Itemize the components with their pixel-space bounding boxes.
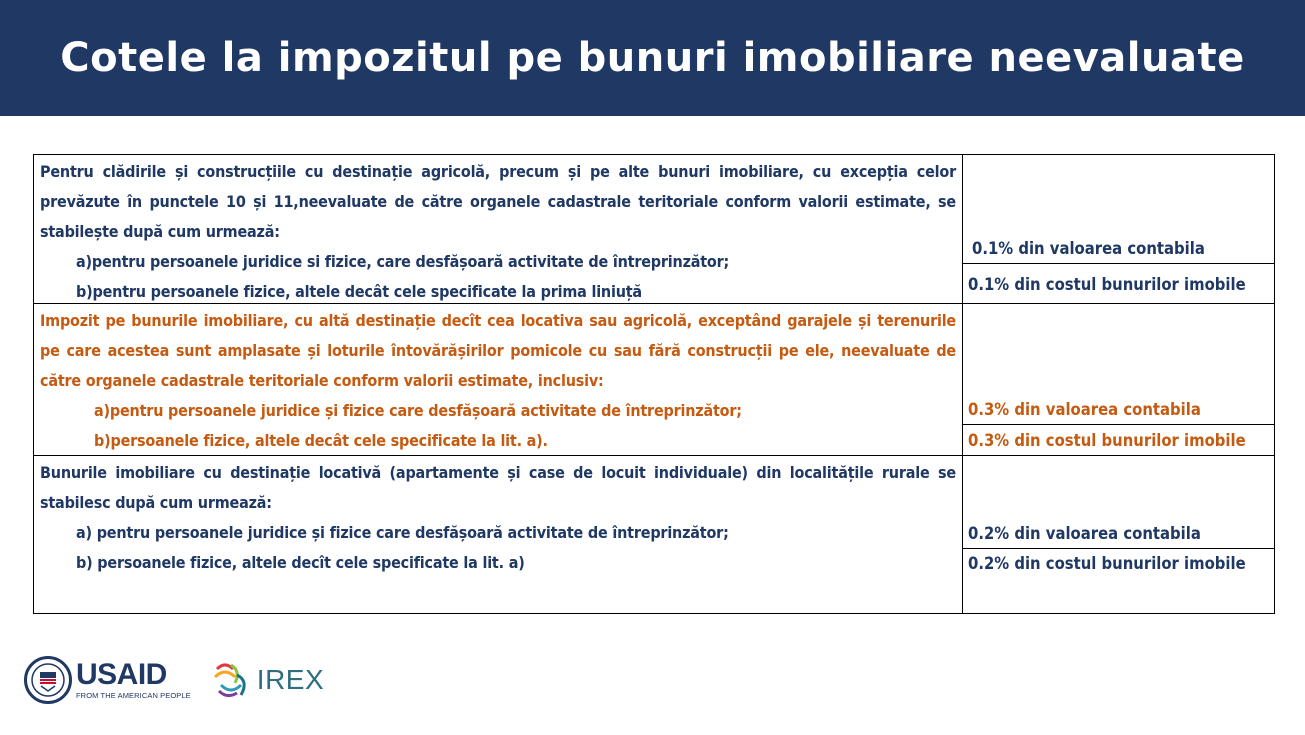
row-intro-text: Impozit pe bunurile imobiliare, cu altă destinație decît cea locativa sau agricolă, exceptând garajele și terenurile pe care acestea sunt amplasate și loturile întovărășirilor pomicole cu sau fără construcții pe ele, neevaluate de către organele cadastrale teritoriale conform valorii estimate, inclusiv: xyxy=(40,311,956,390)
rate-a: 0.1% din valoarea contabila xyxy=(972,238,1205,258)
row-intro-text: Bunurile imobiliare cu destinație locativă (apartamente și case de locuit individuale) din localitățile rurale se stabilesc după cum urmează: xyxy=(40,463,956,512)
rate-b: 0.3% din costul bunurilor imobile xyxy=(963,424,1274,456)
usaid-tagline: FROM THE AMERICAN PEOPLE xyxy=(76,690,191,700)
rate-cell xyxy=(963,155,1274,303)
table-row xyxy=(33,303,1275,456)
rate-cell xyxy=(963,456,1274,613)
row-item-a: a) pentru persoanele juridice și fizice care desfășoară activitate de întreprinzător; xyxy=(76,523,729,542)
row-item-b: b)pentru persoanele fizice, altele decât cele specificate la prima liniuță xyxy=(76,282,642,301)
irex-logo xyxy=(211,659,324,701)
table-row xyxy=(33,154,1275,304)
description-cell xyxy=(34,304,963,455)
title-banner xyxy=(0,0,1305,116)
tax-rate-table xyxy=(33,154,1275,614)
row-intro-text: Pentru clădirile și construcțiile cu destinație agricolă, precum și pe alte bunuri imobiliare, cu excepția celor prevăzute în punctele 10 și 11,neevaluate de către organele cadastrale teritoriale conform valorii estimate, se stabilește după cum urmează: xyxy=(40,162,956,241)
row-item-a: a)pentru persoanele juridice și fizice care desfășoară activitate de întreprinzător; xyxy=(94,401,742,420)
slide-title: Cotele la impozitul pe bunuri imobiliare neevaluate xyxy=(60,35,1245,81)
table-row xyxy=(33,455,1275,614)
usaid-seal-icon xyxy=(24,656,72,704)
description-cell xyxy=(34,155,963,303)
description-cell xyxy=(34,456,963,613)
rate-a: 0.3% din valoarea contabila xyxy=(968,399,1201,419)
row-item-b: b) persoanele fizice, altele decît cele specificate la lit. a) xyxy=(76,553,525,572)
usaid-wordmark: USAID xyxy=(76,657,167,691)
row-item-b: b)persoanele fizice, altele decât cele specificate la lit. a). xyxy=(94,431,548,450)
irex-mark-icon xyxy=(211,659,253,701)
rate-b: 0.1% din costul bunurilor imobile xyxy=(963,263,1274,304)
irex-wordmark: IREX xyxy=(256,664,325,695)
rate-a: 0.2% din valoarea contabila xyxy=(968,523,1201,543)
footer-logos xyxy=(24,650,324,710)
row-item-a: a)pentru persoanele juridice si fizice, care desfășoară activitate de întreprinzător; xyxy=(76,252,730,271)
rate-b: 0.2% din costul bunurilor imobile xyxy=(963,548,1274,578)
rate-cell xyxy=(963,304,1274,455)
usaid-logo xyxy=(76,657,191,700)
